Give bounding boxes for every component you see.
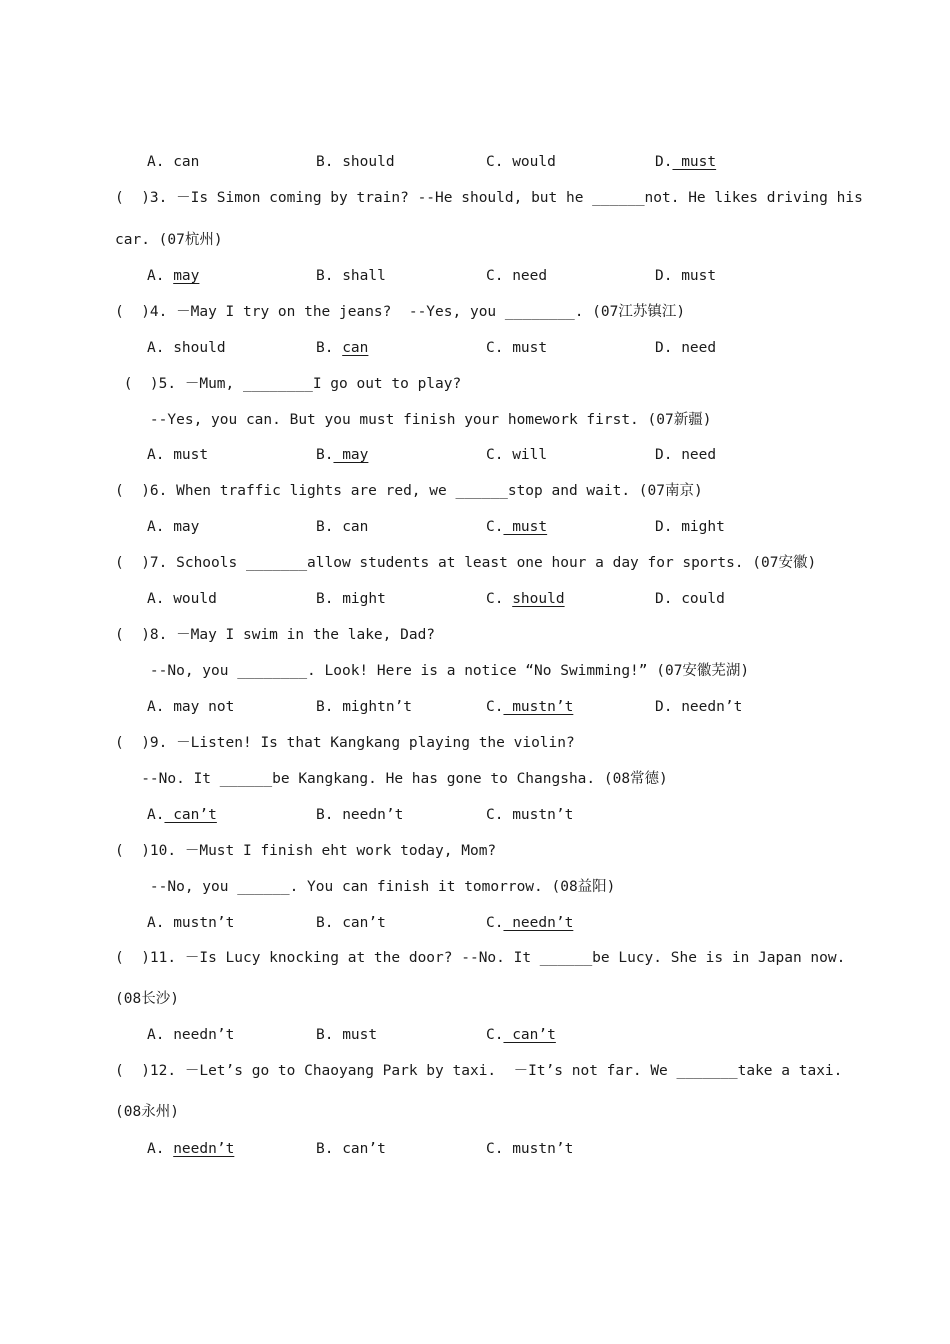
option-text: can’t [164, 807, 217, 823]
option-letter: D. [655, 154, 673, 170]
question-line [0, 839, 950, 863]
option-letter: A. [147, 340, 165, 356]
option-letter: A. [147, 915, 165, 931]
option-text: should [173, 340, 226, 356]
option-text: shall [342, 268, 386, 284]
option-text: can [173, 154, 200, 170]
option-text: need [512, 268, 548, 284]
question-line [0, 659, 950, 683]
answer-options [0, 695, 950, 719]
question-text: (08永州) [115, 1104, 179, 1120]
option-letter: A. [147, 1027, 165, 1043]
answer-option [147, 150, 199, 174]
option-letter: B. [316, 807, 334, 823]
option-text: must [342, 1027, 378, 1043]
option-text: can’t [342, 915, 386, 931]
answer-option [655, 336, 716, 360]
option-text: mustn’t [512, 807, 574, 823]
answer-option [486, 803, 573, 827]
option-text: might [342, 591, 386, 607]
answer-option [147, 1023, 234, 1047]
question-line [0, 408, 950, 432]
option-text: must [173, 447, 209, 463]
answer-option [147, 336, 226, 360]
question-line [0, 186, 950, 210]
question-text: ( )6. When traffic lights are red, we ______stop and wait. (07南京) [115, 483, 703, 499]
answer-option [316, 911, 386, 935]
option-text: can [342, 340, 369, 356]
answer-option [316, 336, 368, 360]
answer-option [147, 587, 217, 611]
answer-option [147, 803, 217, 827]
question-line [0, 731, 950, 755]
option-text: needn’t [173, 1027, 235, 1043]
answer-option [486, 150, 556, 174]
question-text: ( )11. －Is Lucy knocking at the door? --No. It ______be Lucy. She is in Japan now. [115, 950, 846, 966]
option-text: mustn’t [512, 1141, 574, 1157]
option-letter: B. [316, 447, 334, 463]
question-line [0, 551, 950, 575]
option-text: may [173, 519, 200, 535]
answer-option [486, 587, 565, 611]
option-letter: C. [486, 807, 504, 823]
question-line [0, 946, 950, 970]
option-text: needn’t [342, 807, 404, 823]
option-letter: B. [316, 268, 334, 284]
question-line [0, 228, 950, 252]
option-letter: D. [655, 591, 673, 607]
answer-option [316, 1137, 386, 1161]
option-text: would [173, 591, 217, 607]
answer-options [0, 911, 950, 935]
answer-option [655, 515, 725, 539]
answer-option [486, 911, 573, 935]
option-letter: C. [486, 1141, 504, 1157]
option-text: may [173, 268, 200, 284]
option-text: might [681, 519, 725, 535]
option-letter: C. [486, 591, 504, 607]
answer-option [147, 264, 199, 288]
answer-option [316, 443, 368, 467]
option-letter: A. [147, 591, 165, 607]
answer-options [0, 336, 950, 360]
answer-option [486, 264, 547, 288]
answer-option [486, 695, 573, 719]
option-text: can [342, 519, 369, 535]
question-text: --No, you ________. Look! Here is a notice “No Swimming!” (07安徽芜湖) [115, 663, 750, 679]
option-letter: D. [655, 699, 673, 715]
question-line [0, 1059, 950, 1083]
option-text: can’t [503, 1027, 556, 1043]
answer-option [147, 695, 234, 719]
option-letter: C. [486, 1027, 504, 1043]
option-letter: B. [316, 340, 334, 356]
answer-option [655, 264, 716, 288]
answer-options [0, 443, 950, 467]
option-text: needn’t [681, 699, 743, 715]
option-letter: A. [147, 447, 165, 463]
answer-option [147, 443, 208, 467]
answer-option [316, 1023, 377, 1047]
option-text: need [681, 340, 717, 356]
option-letter: A. [147, 154, 165, 170]
option-text: will [512, 447, 548, 463]
option-letter: B. [316, 154, 334, 170]
option-letter: D. [655, 340, 673, 356]
option-letter: A. [147, 807, 165, 823]
option-text: must [512, 340, 548, 356]
answer-options [0, 1137, 950, 1161]
question-line [0, 767, 950, 791]
question-text: ( )12. －Let’s go to Chaoyang Park by taxi. －It’s not far. We _______take a taxi. [115, 1063, 843, 1079]
option-letter: A. [147, 699, 165, 715]
answer-option [316, 587, 386, 611]
option-letter: D. [655, 519, 673, 535]
question-text: (08长沙) [115, 991, 179, 1007]
question-text: --Yes, you can. But you must finish your homework first. (07新疆) [115, 412, 712, 428]
option-text: must [681, 268, 717, 284]
question-line [0, 987, 950, 1011]
question-line [0, 623, 950, 647]
answer-option [486, 1023, 556, 1047]
answer-option [486, 336, 547, 360]
answer-option [655, 150, 716, 174]
option-text: mightn’t [342, 699, 413, 715]
option-text: needn’t [503, 915, 574, 931]
answer-option [655, 587, 725, 611]
option-text: must [503, 519, 548, 535]
answer-option [316, 264, 386, 288]
question-text: car. (07杭州) [115, 232, 223, 248]
option-letter: C. [486, 519, 504, 535]
option-letter: B. [316, 591, 334, 607]
answer-option [316, 803, 403, 827]
answer-option [486, 443, 547, 467]
answer-options [0, 1023, 950, 1047]
answer-options [0, 803, 950, 827]
question-text: ( )3. －Is Simon coming by train? --He should, but he ______not. He likes driving his [115, 190, 863, 206]
question-text: ( )7. Schools _______allow students at least one hour a day for sports. (07安徽) [115, 555, 817, 571]
option-letter: B. [316, 699, 334, 715]
question-text: ( )8. －May I swim in the lake, Dad? [115, 627, 436, 643]
option-letter: B. [316, 915, 334, 931]
option-letter: B. [316, 519, 334, 535]
option-letter: C. [486, 699, 504, 715]
answer-option [655, 695, 742, 719]
option-letter: C. [486, 268, 504, 284]
question-line [0, 479, 950, 503]
question-text: ( )10. －Must I finish eht work today, Mom? [115, 843, 497, 859]
option-text: needn’t [173, 1141, 235, 1157]
option-text: could [681, 591, 725, 607]
option-letter: B. [316, 1141, 334, 1157]
answer-options [0, 264, 950, 288]
option-text: would [512, 154, 556, 170]
question-text: ( )5. －Mum, ________I go out to play? [115, 376, 462, 392]
option-letter: C. [486, 447, 504, 463]
option-text: should [342, 154, 395, 170]
option-letter: A. [147, 268, 165, 284]
answer-option [316, 515, 368, 539]
answer-option [655, 443, 716, 467]
question-line [0, 1100, 950, 1124]
answer-options [0, 150, 950, 174]
answer-option [316, 695, 412, 719]
answer-option [147, 1137, 234, 1161]
option-text: may not [173, 699, 235, 715]
option-letter: A. [147, 1141, 165, 1157]
question-text: --No. It ______be Kangkang. He has gone to Changsha. (08常德) [115, 771, 668, 787]
option-letter: C. [486, 340, 504, 356]
answer-option [486, 1137, 573, 1161]
answer-option [147, 515, 199, 539]
option-text: mustn’t [503, 699, 574, 715]
question-line [0, 372, 950, 396]
option-text: mustn’t [173, 915, 235, 931]
option-letter: A. [147, 519, 165, 535]
option-text: may [333, 447, 369, 463]
option-letter: B. [316, 1027, 334, 1043]
question-text: --No, you ______. You can finish it tomorrow. (08益阳) [115, 879, 616, 895]
question-line [0, 875, 950, 899]
question-text: ( )9. －Listen! Is that Kangkang playing the violin? [115, 735, 575, 751]
option-letter: C. [486, 154, 504, 170]
question-text: ( )4. －May I try on the jeans? --Yes, you ________. (07江苏镇江) [115, 304, 686, 320]
answer-options [0, 515, 950, 539]
option-text: can’t [342, 1141, 386, 1157]
option-text: must [672, 154, 717, 170]
option-text: should [512, 591, 565, 607]
answer-options [0, 587, 950, 611]
answer-option [147, 911, 234, 935]
option-letter: D. [655, 268, 673, 284]
answer-option [486, 515, 547, 539]
option-text: need [681, 447, 717, 463]
answer-option [316, 150, 395, 174]
question-line [0, 300, 950, 324]
option-letter: D. [655, 447, 673, 463]
option-letter: C. [486, 915, 504, 931]
